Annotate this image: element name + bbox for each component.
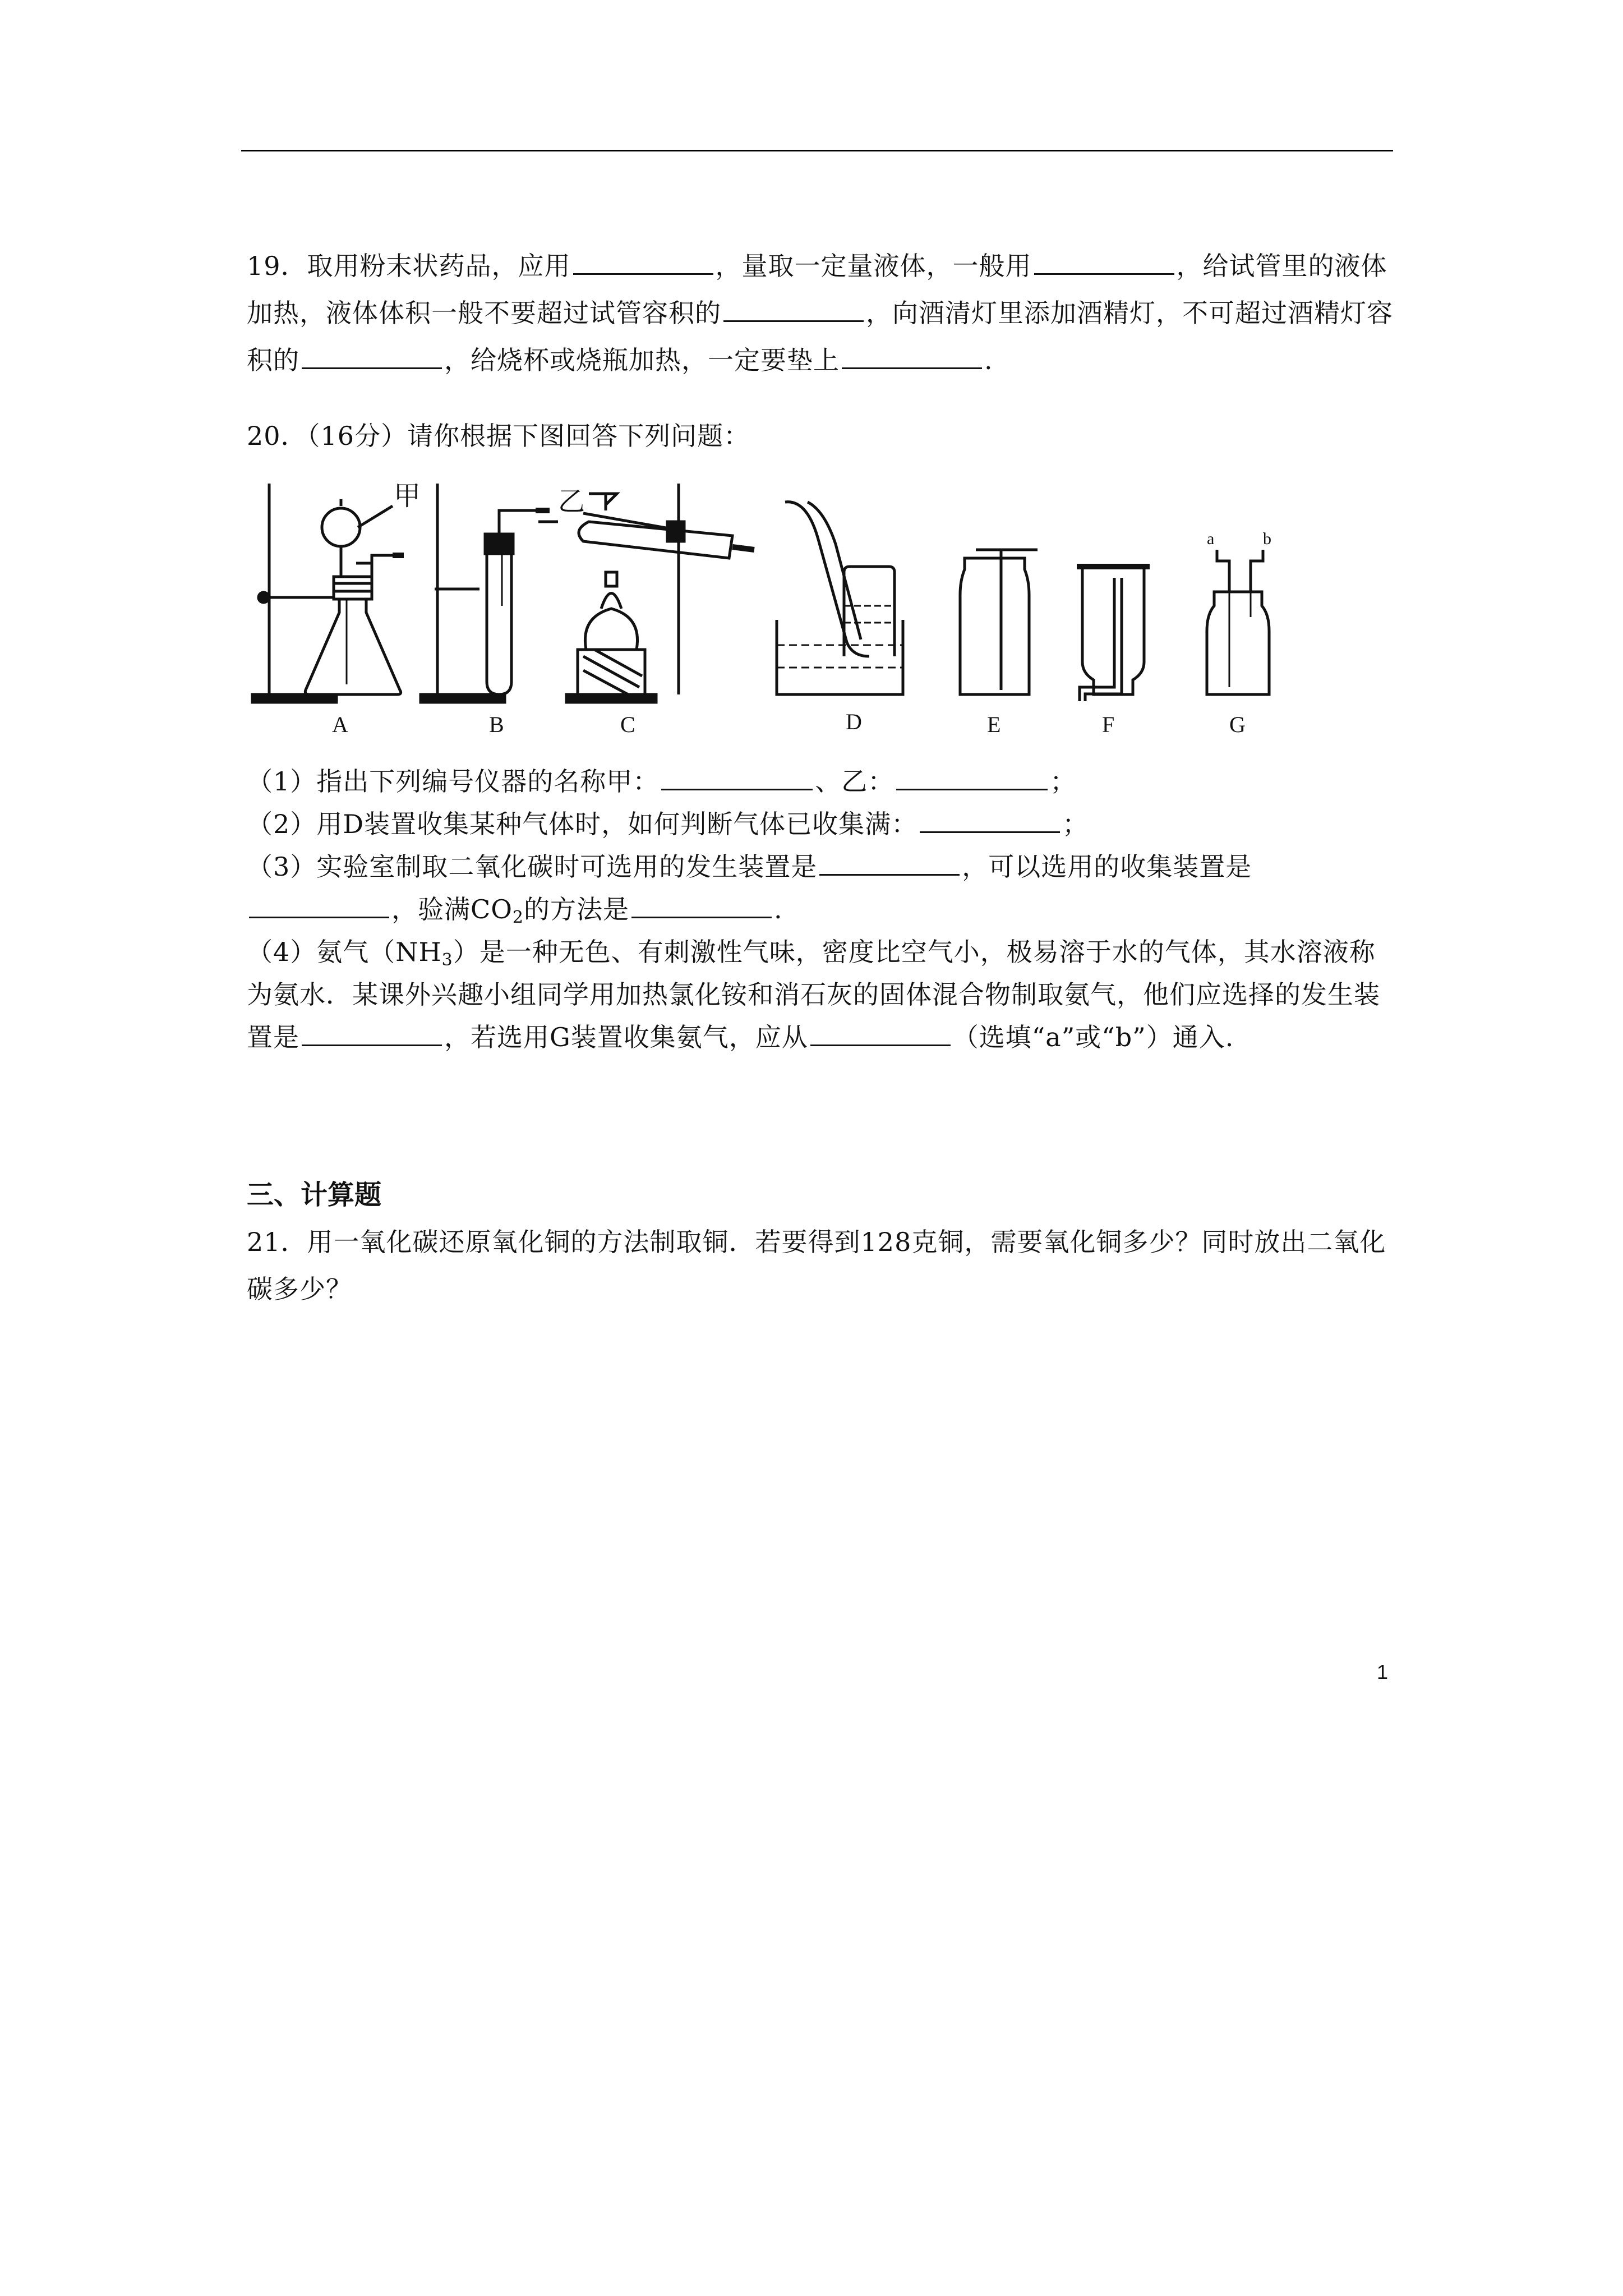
question-20-title: 20．（16分）请你根据下图回答下列问题： — [247, 421, 750, 451]
question-19: 19．取用粉末状药品，应用 ，量取一定量液体，一般用 ，给试管里的液体加热，液体体积一般不要超过试管容积的 ，向酒清灯里添加酒精灯，不可超过酒精灯容积的 ，给烧杯或烧瓶加热，一定要垫上 . — [247, 251, 1393, 375]
label-a: a — [1207, 530, 1215, 548]
apparatus-a — [252, 484, 404, 702]
answer-blank[interactable] — [302, 345, 442, 369]
label-b: b — [1263, 530, 1271, 548]
section-heading: 三、计算题 — [247, 1179, 382, 1211]
answer-blank[interactable] — [920, 809, 1060, 833]
question-20-sub1: （1）指出下列编号仪器的名称甲： 、乙： ； — [247, 766, 1077, 797]
answer-blank[interactable] — [819, 852, 960, 876]
label-apparatus-d: D — [846, 709, 862, 734]
apparatus-d — [777, 502, 903, 694]
answer-blank[interactable] — [573, 251, 713, 275]
label-apparatus-b: B — [489, 712, 504, 737]
label-apparatus-f: F — [1102, 712, 1115, 737]
label-jia: 甲 — [394, 481, 421, 511]
answer-blank[interactable] — [661, 766, 813, 790]
answer-blank[interactable] — [723, 298, 864, 322]
question-21: 21．用一氧化碳还原氧化铜的方法制取铜．若要得到128克铜，需要氧化铜多少？同时放出二氧化碳多少？ — [247, 1227, 1386, 1304]
label-apparatus-g: G — [1229, 712, 1246, 737]
page-number: 1 — [1377, 1660, 1389, 1683]
label-apparatus-e: E — [987, 712, 1001, 737]
apparatus-b — [421, 484, 550, 702]
apparatus-f — [1077, 567, 1150, 701]
label-apparatus-a: A — [332, 712, 348, 737]
answer-blank[interactable] — [1034, 251, 1174, 275]
answer-blank[interactable] — [631, 894, 772, 918]
apparatus-e — [960, 550, 1038, 694]
label-apparatus-c: C — [620, 712, 635, 737]
apparatus-g — [1207, 550, 1269, 694]
question-20-sub3: （3）实验室制取二氧化碳时可选用的发生装置是 ，可以选用的收集装置是，验满$CO_2$的方法是 . — [247, 852, 1252, 927]
question-20-sub2: （2）用D装置收集某种气体时，如何判断气体已收集满： ； — [247, 809, 1089, 839]
answer-blank[interactable] — [810, 1022, 951, 1046]
apparatus-figure — [247, 471, 1301, 746]
answer-blank[interactable] — [842, 345, 982, 369]
answer-blank[interactable] — [302, 1022, 442, 1046]
question-20-sub4: （4）氨气$(NH_3)$是一种无色、有刺激性气味，密度比空气小，极易溶于水的气体，其水溶液称为氨水．某课外兴趣小组同学用加热氯化铵和消石灰的固体混合物制取氨气，他们应选择的发生装置是 ，若选用G装置收集氨气，应从 （选填“a”或“b”）通入. — [247, 937, 1380, 1052]
header-rule — [241, 150, 1393, 151]
answer-blank[interactable] — [249, 894, 389, 918]
label-yi: 乙 — [558, 487, 585, 517]
answer-blank[interactable] — [896, 766, 1048, 790]
